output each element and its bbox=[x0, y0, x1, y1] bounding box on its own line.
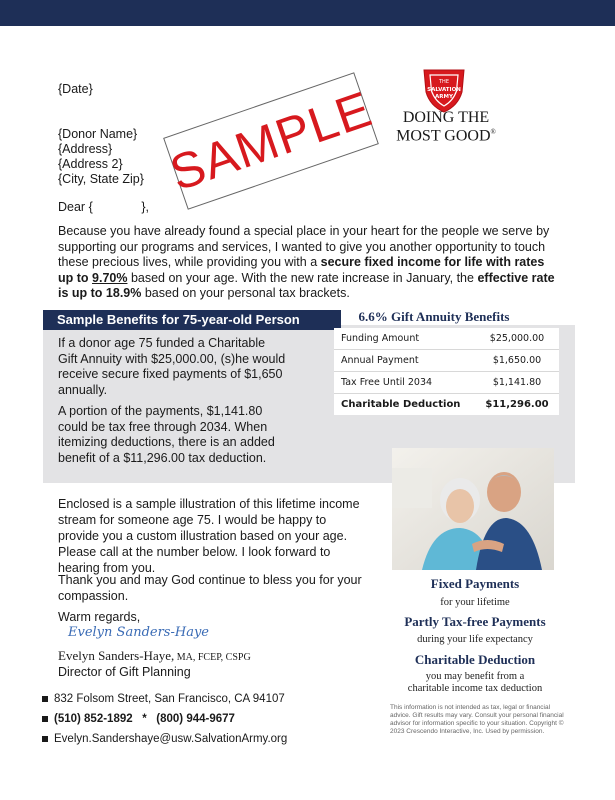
top-banner bbox=[0, 0, 615, 26]
handwritten-signature: Evelyn Sanders-Haye bbox=[68, 625, 209, 640]
highlight-title-fixed-payments: Fixed Payments bbox=[430, 576, 520, 591]
salutation: Dear { }, bbox=[58, 200, 150, 214]
contact-phones: (510) 852-1892 * (800) 944-9677 bbox=[42, 713, 235, 725]
row-label: Tax Free Until 2034 bbox=[334, 372, 475, 394]
row-label: Charitable Deduction bbox=[341, 399, 461, 410]
highlight-sub-fixed-payments: for your lifetime bbox=[440, 597, 510, 608]
row-label: Annual Payment bbox=[334, 350, 475, 372]
row-value: $1,141.80 bbox=[475, 372, 559, 394]
table-row bbox=[334, 350, 559, 372]
bullet-icon bbox=[42, 696, 48, 702]
bullet-icon bbox=[42, 736, 48, 742]
date-placeholder: {Date} bbox=[58, 82, 93, 96]
benefits-paragraph-2: A portion of the payments, $1,141.80 could be tax free through 2034. When itemizing deductions, there is an added benefit of a $11,296.00 tax deduction. bbox=[58, 404, 275, 465]
address-placeholder: {Address} bbox=[58, 142, 113, 156]
shield-text-army: ARMY bbox=[435, 94, 453, 100]
shield-text-the: THE bbox=[439, 79, 449, 85]
signer-name-line bbox=[58, 648, 251, 664]
signer-title: Director of Gift Planning bbox=[58, 665, 191, 679]
highlight-sub-tax-free: during your life expectancy bbox=[417, 634, 533, 645]
highlight-title-deduction: Charitable Deduction bbox=[414, 652, 536, 667]
highlight-sub-deduction: you may benefit from a charitable income tax deduction bbox=[407, 671, 543, 694]
annuity-benefits-table bbox=[334, 328, 559, 415]
closing-line: Warm regards, bbox=[58, 610, 141, 624]
sample-stamp-text: SAMPLE bbox=[163, 80, 379, 202]
row-value: $1,650.00 bbox=[475, 350, 559, 372]
logo-line-1: DOING THE bbox=[402, 109, 490, 126]
enclosed-paragraph: Enclosed is a sample illustration of this lifetime income stream for someone age 75. I would be happy to provide you a custom illustration based on your age. Please call at the number below. I look forward to hearing from you. bbox=[58, 497, 360, 575]
table-row bbox=[334, 328, 559, 350]
donor-name-placeholder: {Donor Name} bbox=[58, 127, 138, 141]
annuity-table-title: 6.6% Gift Annuity Benefits bbox=[358, 309, 510, 324]
bullet-icon bbox=[42, 716, 48, 722]
row-value: $25,000.00 bbox=[475, 328, 559, 350]
benefits-paragraph-1: If a donor age 75 funded a Charitable Gift Annuity with $25,000.00, (s)he would receive secure fixed payments of $1,650 annually. bbox=[58, 336, 286, 397]
logo-line-2: MOST GOOD® bbox=[396, 127, 496, 145]
address-2-placeholder: {Address 2} bbox=[58, 157, 123, 171]
table-row bbox=[334, 372, 559, 394]
contact-email: Evelyn.Sandershaye@usw.SalvationArmy.org bbox=[42, 733, 287, 745]
signer-name: Evelyn Sanders-Haye, bbox=[58, 648, 175, 663]
signer-credentials: MA, FCEP, CSPG bbox=[174, 652, 251, 663]
logo-tagline bbox=[396, 110, 496, 143]
thanks-paragraph: Thank you and may God continue to bless you for your compassion. bbox=[58, 573, 362, 603]
highlight-title-tax-free: Partly Tax-free Payments bbox=[404, 614, 546, 629]
city-state-zip-placeholder: {City, State Zip} bbox=[58, 172, 144, 186]
benefits-heading: Sample Benefits for 75-year-old Person bbox=[43, 310, 341, 330]
table-row bbox=[334, 394, 559, 416]
disclaimer-text: This information is not intended as tax, legal or financial advice. Gift results may vary. Consult your personal financial advisor for information specific to your situation. Copyright © 2023 Crescendo Interactive, Inc. Used by permission. bbox=[390, 704, 564, 735]
contact-address: 832 Folsom Street, San Francisco, CA 94107 bbox=[42, 693, 285, 705]
row-label: Funding Amount bbox=[334, 328, 475, 350]
shield-text-salvation: SALVATION bbox=[427, 87, 461, 93]
row-value: $11,296.00 bbox=[485, 399, 549, 410]
couple-photo bbox=[392, 448, 554, 570]
intro-paragraph: Because you have already found a special place in your heart for the people we serve by supporting our programs and services, I wanted to give you another opportunity to touch these precious lives, while providing you with a secure fixed income for life with rates up to 9.70% based on your age. With the new rate increase in January, the effective rate is up to 18.9% based on your personal tax brackets. bbox=[58, 224, 555, 300]
sample-stamp bbox=[163, 72, 379, 210]
